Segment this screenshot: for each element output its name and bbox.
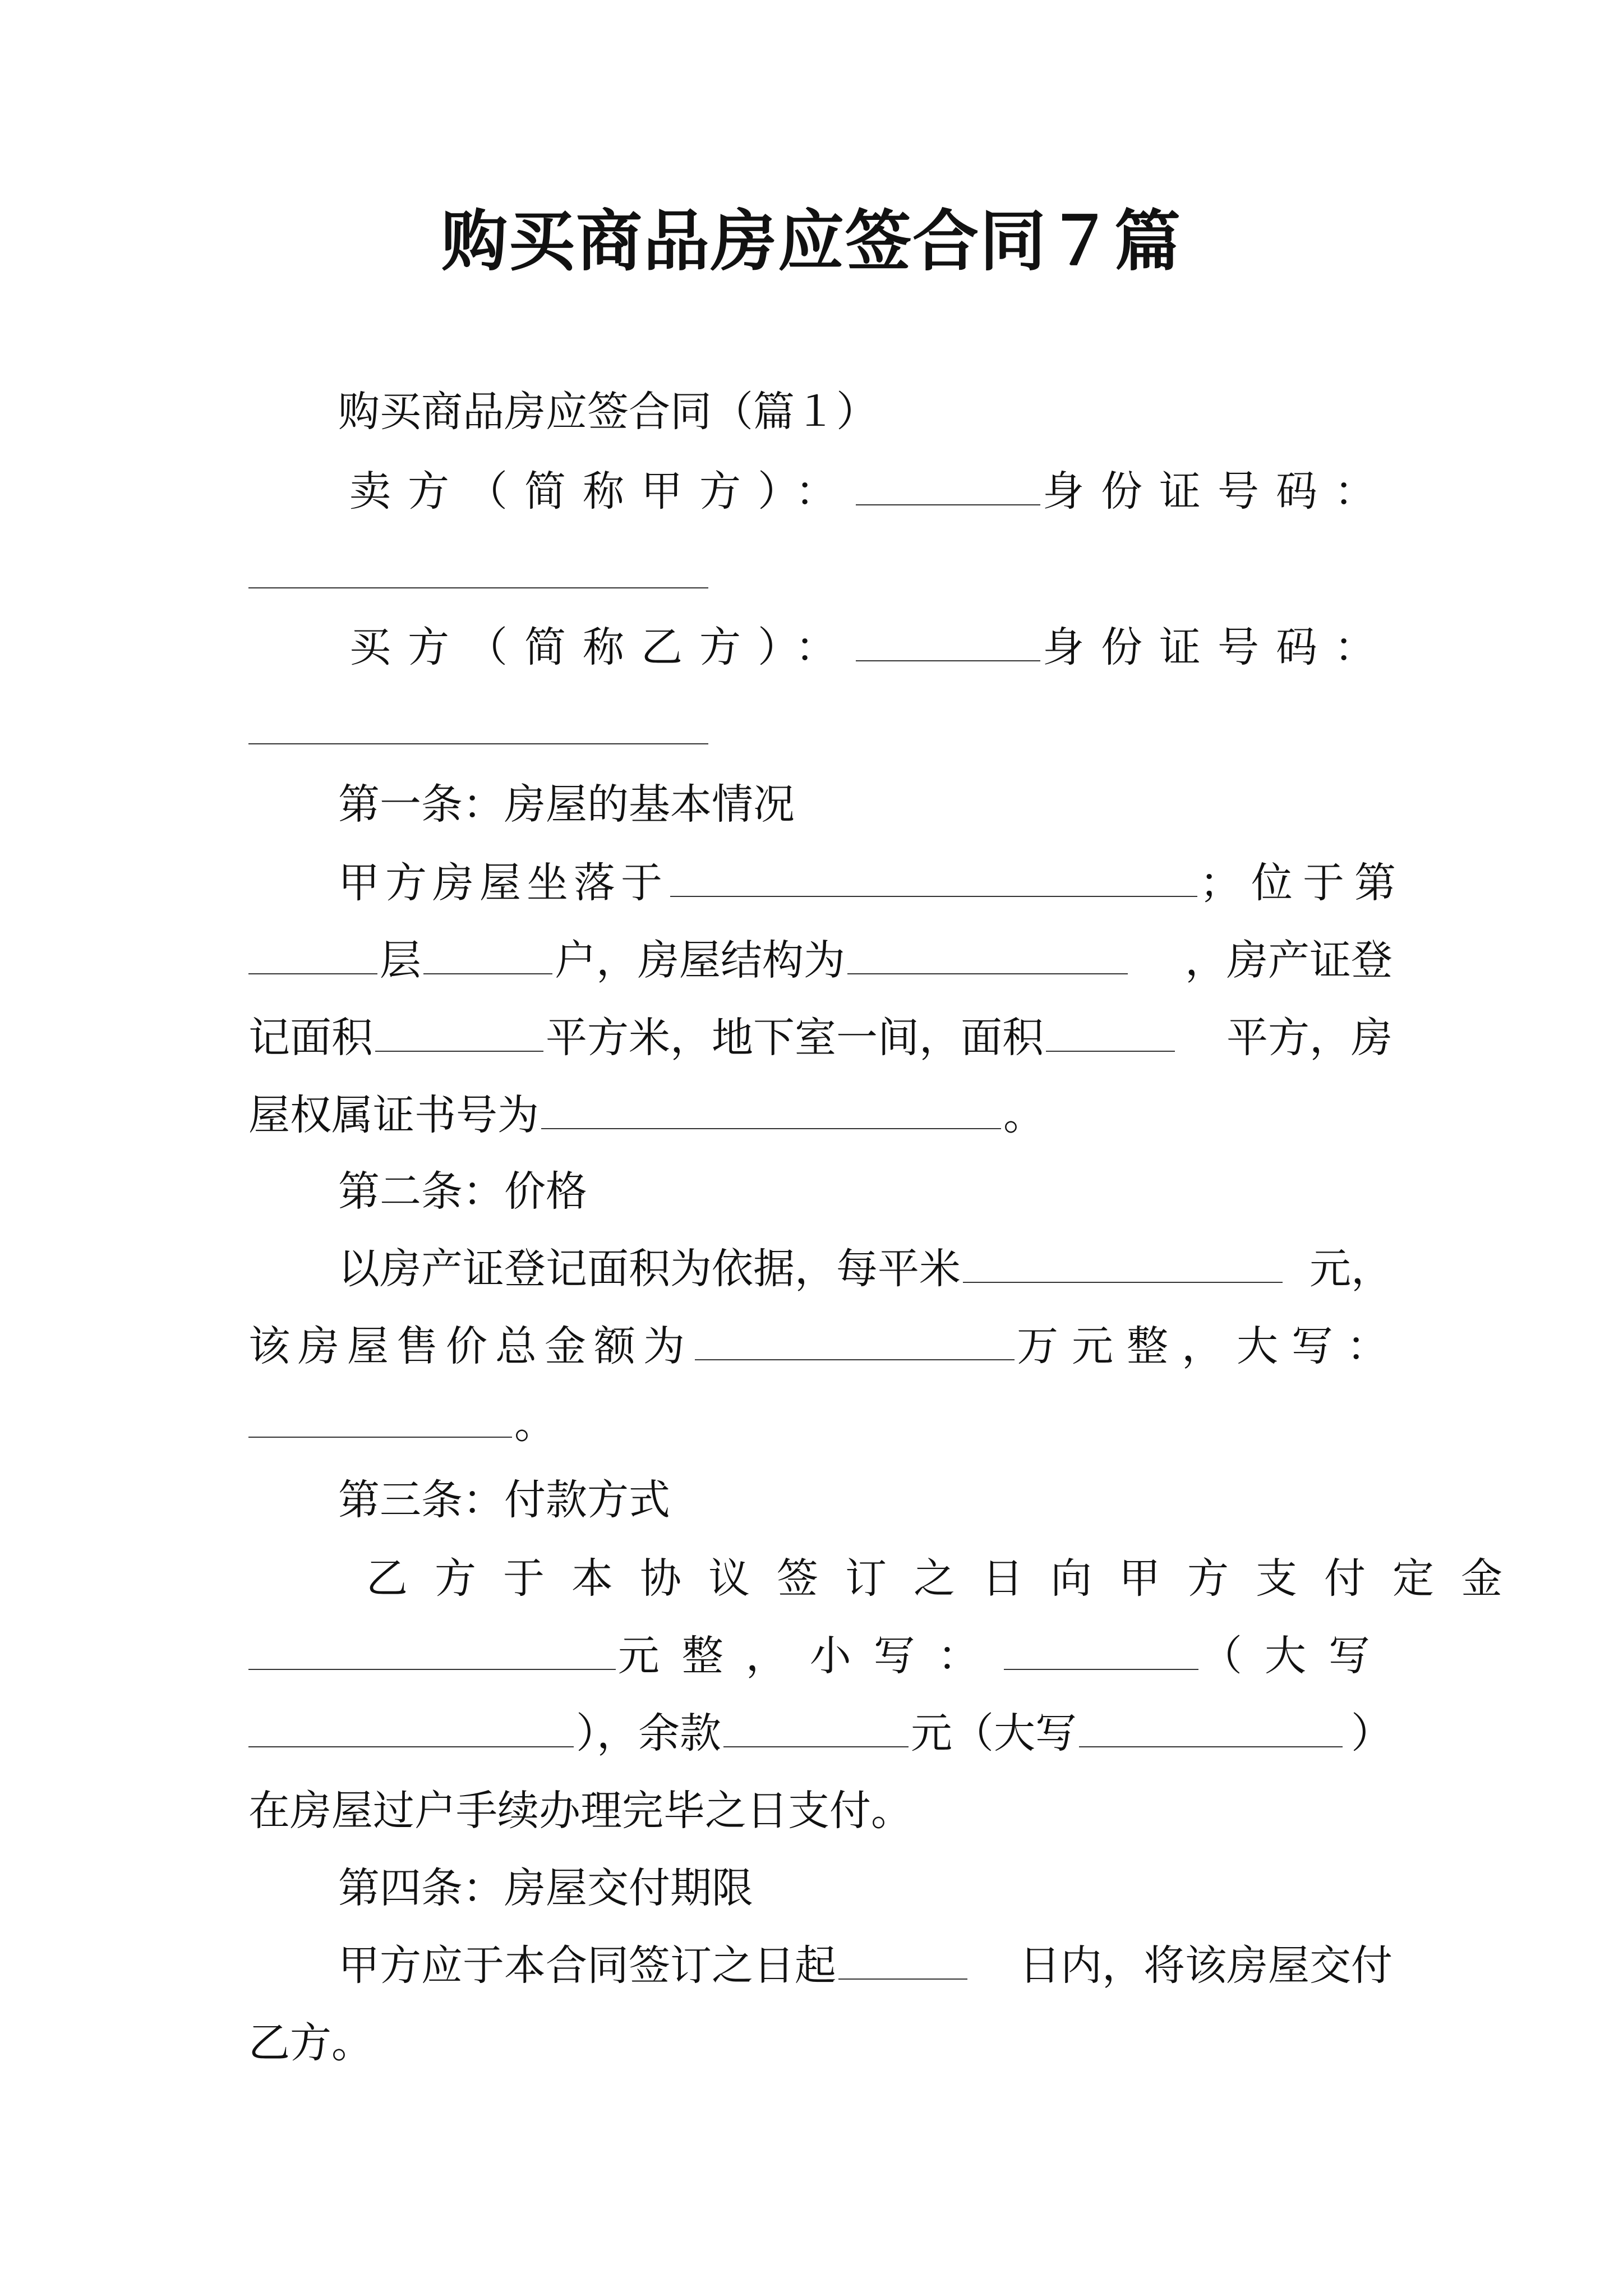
seller-name-blank	[856, 465, 1040, 505]
unit-price-blank	[963, 1243, 1283, 1283]
balance-words-blank	[1079, 1707, 1343, 1747]
article1-text-2: ；位于第	[1200, 859, 1406, 907]
buyer-id-label: 身份证号码：	[1043, 623, 1393, 671]
article1-line2	[248, 924, 1393, 996]
seller-id-line	[248, 539, 1393, 610]
article1-text-4: 户，房屋结构为	[555, 936, 845, 984]
article3-text-7: 在房屋过户手续办理完毕之日支付。	[248, 1787, 912, 1835]
article1-line3	[248, 1002, 1393, 1074]
article3-text-6: ）	[1351, 1709, 1393, 1757]
article1-line1	[248, 847, 1406, 919]
section-heading-text: 购买商品房应签合同（篇１）	[338, 388, 878, 436]
article3-text-5: 元（大写	[911, 1709, 1077, 1757]
article4-line2	[248, 2007, 1393, 2079]
article1-text-1: 甲方房屋坐落于	[338, 859, 668, 907]
article4-text-1: 甲方应于本合同签订之日起	[338, 1941, 836, 1990]
certificate-number-blank	[541, 1089, 1001, 1129]
article4-line1	[248, 1930, 1393, 2001]
article4-heading-text: 第四条：房屋交付期限	[338, 1864, 753, 1912]
article4-heading	[248, 1852, 1393, 1924]
article2-heading	[248, 1156, 1393, 1227]
article1-text-9: 屋权属证书号为	[248, 1091, 539, 1139]
article1-heading-text: 第一条：房屋的基本情况	[338, 780, 795, 829]
structure-blank	[847, 934, 1128, 974]
seller-label: 卖方（简称甲方）：	[349, 467, 854, 516]
section-heading	[248, 376, 1393, 448]
article2-heading-text: 第二条：价格	[338, 1167, 587, 1216]
article3-heading-text: 第三条：付款方式	[338, 1476, 670, 1524]
article3-text-3: （大写	[1201, 1632, 1393, 1680]
article2-text-3: 该房屋售价总金额为	[248, 1322, 693, 1370]
seller-id-label: 身份证号码：	[1043, 467, 1393, 516]
location-blank	[670, 857, 1197, 897]
buyer-id-blank	[248, 704, 708, 744]
unit-blank	[423, 934, 552, 974]
basement-area-blank	[1046, 1011, 1175, 1052]
article4-text-2: 日内，将该房屋交付	[1019, 1941, 1393, 1990]
buyer-line	[248, 611, 1393, 683]
article2-text-4: 万元整，大写：	[1017, 1322, 1401, 1370]
article1-line4	[248, 1079, 1393, 1151]
buyer-id-line	[248, 694, 1393, 766]
balance-blank	[723, 1707, 909, 1747]
total-price-words-blank	[248, 1397, 512, 1438]
article2-line3	[248, 1388, 1393, 1460]
article1-text-10: 。	[1003, 1091, 1045, 1139]
article3-text-2: 元整，小写：	[617, 1632, 1002, 1680]
area-blank	[375, 1011, 543, 1052]
article3-line4	[248, 1775, 1393, 1847]
article2-line2	[248, 1310, 1401, 1382]
seller-id-blank	[248, 548, 708, 588]
article1-heading	[248, 769, 1393, 840]
article3-line1	[248, 1543, 1529, 1614]
article1-text-6: 记面积	[248, 1014, 373, 1062]
deposit-small-blank	[1004, 1630, 1198, 1670]
floor-blank	[248, 934, 377, 974]
article2-text-2: 元，	[1310, 1245, 1393, 1293]
article1-text-3: 层	[380, 936, 421, 984]
article1-text-7: 平方米，地下室一间，面积	[546, 1014, 1044, 1062]
deposit-blank	[248, 1630, 616, 1670]
article3-text-4: ），余款	[576, 1709, 721, 1757]
article3-text-1: 乙方于本协议签订之日向甲方支付定金	[366, 1554, 1529, 1603]
article1-text-5: ，房产证登	[1185, 936, 1393, 984]
delivery-days-blank	[838, 1939, 967, 1980]
article2-text-5: 。	[514, 1400, 556, 1448]
document-title: 购买商品房应签合同７篇	[441, 202, 1182, 280]
article2-line1	[248, 1233, 1393, 1305]
article3-heading	[248, 1464, 1393, 1536]
article2-text-1: 以房产证登记面积为依据，每平米	[338, 1245, 961, 1293]
buyer-label: 买方（简称乙方）：	[349, 623, 854, 671]
buyer-name-blank	[856, 621, 1040, 661]
seller-line	[248, 455, 1393, 527]
total-price-blank	[695, 1320, 1015, 1360]
article3-line2	[248, 1620, 1393, 1692]
article4-text-3: 乙方。	[248, 2019, 373, 2067]
article3-line3	[248, 1697, 1393, 1769]
deposit-words-blank	[248, 1707, 574, 1747]
article1-text-8: 平方，房	[1227, 1014, 1393, 1062]
